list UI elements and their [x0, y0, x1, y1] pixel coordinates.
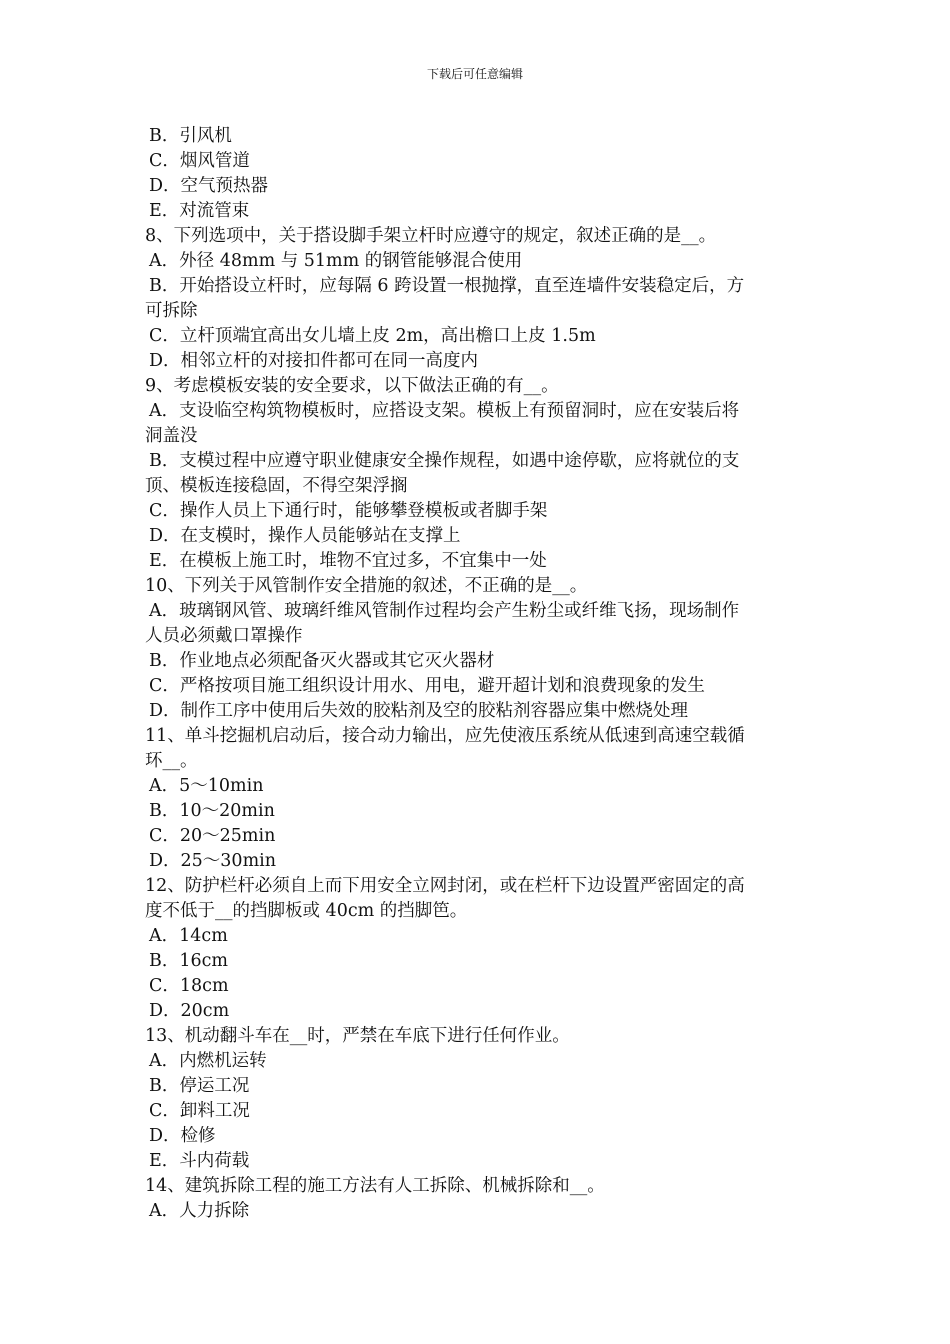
question-line: 9、考虑模板安装的安全要求，以下做法正确的有__。 — [145, 376, 559, 396]
option-line: A．外径 48mm 与 51mm 的钢管能够混合使用 — [149, 251, 523, 271]
option-line: D．25～30min — [149, 851, 277, 871]
question-line: 13、机动翻斗车在__时，严禁在车底下进行任何作业。 — [145, 1026, 570, 1046]
option-line: E．在模板上施工时，堆物不宜过多，不宜集中一处 — [149, 551, 547, 571]
question-line: 8、下列选项中，关于搭设脚手架立杆时应遵守的规定，叙述正确的是__。 — [145, 226, 717, 246]
continuation-line: 洞盖没 — [145, 426, 198, 446]
question-line: 11、单斗挖掘机启动后，接合动力输出，应先使液压系统从低速到高速空载循 — [145, 726, 745, 746]
continuation-line: 顶、模板连接稳固，不得空架浮搁 — [145, 476, 408, 496]
option-line: D．在支模时，操作人员能够站在支撑上 — [149, 526, 461, 546]
document-body — [145, 124, 813, 1224]
option-line: B．支模过程中应遵守职业健康安全操作规程，如遇中途停歇，应将就位的支 — [149, 451, 740, 471]
page-header: 下载后可任意编辑 — [426, 67, 523, 81]
option-line: E．斗内荷载 — [149, 1151, 250, 1171]
option-line: D．相邻立杆的对接扣件都可在同一高度内 — [149, 351, 479, 371]
option-line: B．10～20min — [149, 801, 275, 821]
option-line: C．操作人员上下通行时，能够攀登模板或者脚手架 — [149, 501, 548, 521]
option-line: C．20～25min — [149, 826, 276, 846]
option-line: B．16cm — [149, 951, 229, 971]
option-line: D．制作工序中使用后失效的胶粘剂及空的胶粘剂容器应集中燃烧处理 — [149, 701, 689, 721]
question-line: 12、防护栏杆必须自上而下用安全立网封闭，或在栏杆下边设置严密固定的高 — [145, 876, 745, 896]
option-line: B．引风机 — [149, 126, 232, 146]
option-line: E．对流管束 — [149, 201, 250, 221]
option-line: C．卸料工况 — [149, 1101, 250, 1121]
option-line: A．支设临空构筑物模板时，应搭设支架。模板上有预留洞时，应在安装后将 — [149, 401, 740, 421]
question-line: 10、下列关于风管制作安全措施的叙述，不正确的是__。 — [145, 576, 588, 596]
continuation-line: 人员必须戴口罩操作 — [145, 626, 303, 646]
continuation-line: 度不低于__的挡脚板或 40cm 的挡脚笆。 — [145, 901, 468, 921]
option-line: C．18cm — [149, 976, 229, 996]
option-line: C．立杆顶端宜高出女儿墙上皮 2m，高出檐口上皮 1.5m — [149, 326, 596, 346]
option-line: A．14cm — [149, 926, 228, 946]
continuation-line: 可拆除 — [145, 301, 198, 321]
option-line: A．玻璃钢风管、玻璃纤维风管制作过程均会产生粉尘或纤维飞扬，现场制作 — [149, 601, 740, 621]
option-line: A．内燃机运转 — [149, 1051, 267, 1071]
option-line: B．作业地点必须配备灭火器或其它灭火器材 — [149, 651, 495, 671]
option-line: C．烟风管道 — [149, 151, 250, 171]
option-line: C．严格按项目施工组织设计用水、用电，避开超计划和浪费现象的发生 — [149, 676, 705, 696]
option-line: B．停运工况 — [149, 1076, 250, 1096]
option-line: D．空气预热器 — [149, 176, 269, 196]
option-line: A．人力拆除 — [149, 1201, 250, 1221]
option-line: A．5～10min — [149, 776, 264, 796]
question-line: 14、建筑拆除工程的施工方法有人工拆除、机械拆除和__。 — [145, 1176, 605, 1196]
option-line: D．20cm — [149, 1001, 230, 1021]
option-line: D．检修 — [149, 1126, 216, 1146]
continuation-line: 环__。 — [145, 751, 198, 771]
option-line: B．开始搭设立杆时，应每隔 6 跨设置一根抛撑，直至连墙件安装稳定后，方 — [149, 276, 745, 296]
